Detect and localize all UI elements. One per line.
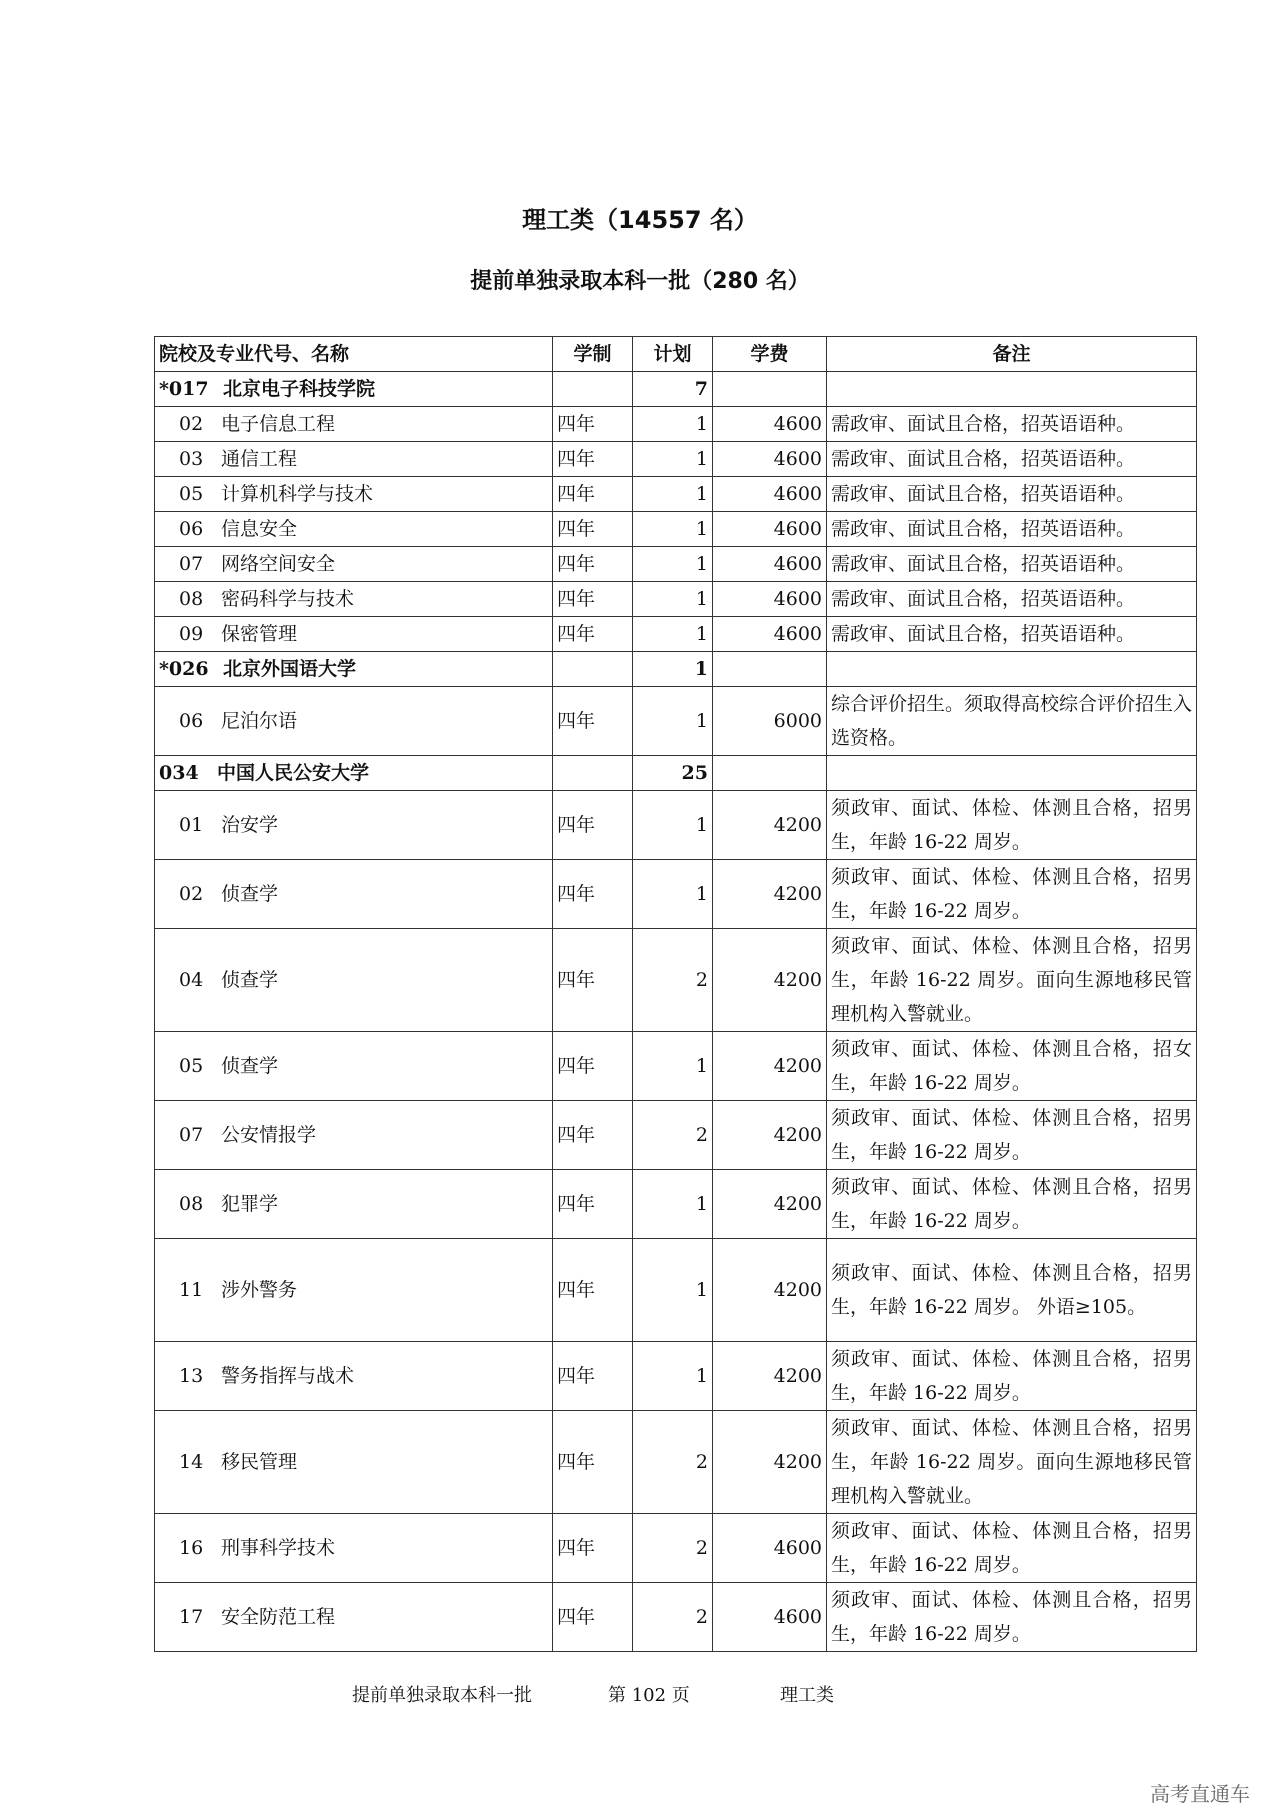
major-row (155, 1514, 1197, 1583)
school-cell (155, 372, 553, 407)
plan-cell: 2 (633, 1583, 713, 1652)
major-code: 09 (179, 623, 204, 645)
admission-table (154, 336, 1197, 1652)
note-cell: 须政审、面试、体检、体测且合格，招男生，年龄 16-22 周岁。 (827, 860, 1197, 929)
major-row (155, 687, 1197, 756)
plan-cell: 1 (633, 512, 713, 547)
duration-cell: 四年 (553, 512, 633, 547)
plan-cell: 1 (633, 687, 713, 756)
major-row (155, 1032, 1197, 1101)
major-cell (155, 1032, 553, 1101)
fee-cell: 4200 (713, 929, 827, 1032)
fee-cell: 4200 (713, 1032, 827, 1101)
major-code: 07 (179, 553, 204, 575)
footer-page-number: 第 102 页 (608, 1685, 690, 1706)
major-name: 侦查学 (221, 1055, 279, 1077)
note-cell: 需政审、面试且合格，招英语语种。 (827, 582, 1197, 617)
school-cell (155, 652, 553, 687)
major-row (155, 1101, 1197, 1170)
plan-cell: 1 (633, 407, 713, 442)
major-name: 犯罪学 (221, 1193, 279, 1215)
duration-cell (553, 372, 633, 407)
school-cell (155, 756, 553, 791)
note-cell: 须政审、面试、体检、体测且合格，招男生，年龄 16-22 周岁。面向生源地移民管理机构入警就业。 (827, 929, 1197, 1032)
major-cell (155, 547, 553, 582)
school-row (155, 372, 1197, 407)
major-code: 05 (179, 1055, 204, 1077)
duration-cell (553, 652, 633, 687)
major-row (155, 860, 1197, 929)
plan-cell: 7 (633, 372, 713, 407)
major-row (155, 1170, 1197, 1239)
major-name: 移民管理 (221, 1451, 298, 1473)
duration-cell: 四年 (553, 407, 633, 442)
major-row (155, 617, 1197, 652)
major-name: 治安学 (221, 814, 279, 836)
major-row (155, 547, 1197, 582)
plan-cell: 2 (633, 1514, 713, 1583)
page-title: 理工类（14557 名） (522, 206, 758, 234)
duration-cell: 四年 (553, 860, 633, 929)
fee-cell (713, 756, 827, 791)
duration-cell: 四年 (553, 1411, 633, 1514)
major-row (155, 512, 1197, 547)
school-row (155, 756, 1197, 791)
duration-cell: 四年 (553, 1101, 633, 1170)
fee-cell (713, 652, 827, 687)
plan-cell: 1 (633, 1032, 713, 1101)
major-cell (155, 1514, 553, 1583)
major-code: 02 (179, 413, 204, 435)
school-name: 北京外国语大学 (223, 658, 357, 680)
note-cell: 须政审、面试、体检、体测且合格，招女生，年龄 16-22 周岁。 (827, 1032, 1197, 1101)
major-code: 08 (179, 588, 204, 610)
major-row (155, 442, 1197, 477)
duration-cell: 四年 (553, 582, 633, 617)
major-row (155, 407, 1197, 442)
fee-cell: 4200 (713, 1342, 827, 1411)
fee-cell: 4600 (713, 407, 827, 442)
major-code: 03 (179, 448, 204, 470)
duration-cell: 四年 (553, 547, 633, 582)
duration-cell: 四年 (553, 687, 633, 756)
major-row (155, 1342, 1197, 1411)
major-cell (155, 1239, 553, 1342)
note-cell (827, 652, 1197, 687)
major-name: 电子信息工程 (221, 413, 336, 435)
duration-cell: 四年 (553, 791, 633, 860)
note-cell: 须政审、面试、体检、体测且合格，招男生，年龄 16-22 周岁。 (827, 1170, 1197, 1239)
fee-cell: 4200 (713, 1411, 827, 1514)
major-cell (155, 687, 553, 756)
fee-cell: 4200 (713, 1101, 827, 1170)
header-note: 备注 (827, 337, 1197, 372)
school-code: 034 (159, 762, 199, 784)
fee-cell: 4600 (713, 1514, 827, 1583)
duration-cell (553, 756, 633, 791)
note-cell: 需政审、面试且合格，招英语语种。 (827, 547, 1197, 582)
major-name: 公安情报学 (221, 1124, 317, 1146)
school-row (155, 652, 1197, 687)
major-row (155, 582, 1197, 617)
fee-cell: 4600 (713, 442, 827, 477)
major-name: 计算机科学与技术 (221, 483, 374, 505)
note-cell: 需政审、面试且合格，招英语语种。 (827, 477, 1197, 512)
section-title: 提前单独录取本科一批（280 名） (470, 269, 810, 294)
note-cell: 需政审、面试且合格，招英语语种。 (827, 512, 1197, 547)
plan-cell: 1 (633, 617, 713, 652)
major-name: 密码科学与技术 (221, 588, 355, 610)
major-cell (155, 477, 553, 512)
major-name: 涉外警务 (221, 1279, 298, 1301)
plan-cell: 1 (633, 477, 713, 512)
major-code: 06 (179, 710, 204, 732)
note-cell (827, 372, 1197, 407)
fee-cell: 4600 (713, 582, 827, 617)
plan-cell: 25 (633, 756, 713, 791)
plan-cell: 1 (633, 582, 713, 617)
major-cell (155, 442, 553, 477)
header-duration: 学制 (553, 337, 633, 372)
fee-cell: 4200 (713, 860, 827, 929)
major-code: 16 (179, 1537, 204, 1559)
fee-cell: 4600 (713, 477, 827, 512)
major-row (155, 1239, 1197, 1342)
plan-cell: 2 (633, 1101, 713, 1170)
duration-cell: 四年 (553, 1514, 633, 1583)
major-name: 安全防范工程 (221, 1606, 336, 1628)
fee-cell: 6000 (713, 687, 827, 756)
major-cell (155, 1583, 553, 1652)
fee-cell: 4200 (713, 1170, 827, 1239)
table-header-row (155, 337, 1197, 372)
major-cell (155, 582, 553, 617)
note-cell: 需政审、面试且合格，招英语语种。 (827, 617, 1197, 652)
major-cell (155, 1170, 553, 1239)
footer-category: 理工类 (780, 1685, 834, 1706)
major-name: 尼泊尔语 (221, 710, 298, 732)
major-code: 08 (179, 1193, 204, 1215)
duration-cell: 四年 (553, 1032, 633, 1101)
plan-cell: 2 (633, 929, 713, 1032)
plan-cell: 1 (633, 547, 713, 582)
duration-cell: 四年 (553, 1170, 633, 1239)
major-code: 06 (179, 518, 204, 540)
major-cell (155, 929, 553, 1032)
note-cell: 须政审、面试、体检、体测且合格，招男生，年龄 16-22 周岁。 (827, 1101, 1197, 1170)
major-row (155, 1583, 1197, 1652)
major-name: 网络空间安全 (221, 553, 336, 575)
duration-cell: 四年 (553, 1239, 633, 1342)
school-code: *026 (159, 658, 209, 680)
major-name: 通信工程 (221, 448, 298, 470)
plan-cell: 1 (633, 442, 713, 477)
fee-cell: 4600 (713, 547, 827, 582)
plan-cell: 1 (633, 860, 713, 929)
watermark: 高考直通车 (1150, 1782, 1250, 1806)
note-cell: 须政审、面试、体检、体测且合格，招男生，年龄 16-22 周岁。 (827, 791, 1197, 860)
duration-cell: 四年 (553, 1342, 633, 1411)
note-cell: 需政审、面试且合格，招英语语种。 (827, 407, 1197, 442)
major-cell (155, 860, 553, 929)
major-name: 侦查学 (221, 969, 279, 991)
major-code: 17 (179, 1606, 204, 1628)
major-name: 信息安全 (221, 518, 298, 540)
duration-cell: 四年 (553, 477, 633, 512)
major-code: 02 (179, 883, 204, 905)
major-row (155, 477, 1197, 512)
major-row (155, 1411, 1197, 1514)
major-name: 保密管理 (221, 623, 298, 645)
header-fee: 学费 (713, 337, 827, 372)
major-cell (155, 407, 553, 442)
footer-section: 提前单独录取本科一批 (352, 1685, 532, 1706)
plan-cell: 1 (633, 791, 713, 860)
major-row (155, 791, 1197, 860)
plan-cell: 2 (633, 1411, 713, 1514)
major-code: 07 (179, 1124, 204, 1146)
school-code: *017 (159, 378, 209, 400)
note-cell: 须政审、面试、体检、体测且合格，招男生，年龄 16-22 周岁。 (827, 1342, 1197, 1411)
major-name: 警务指挥与战术 (221, 1365, 355, 1387)
major-code: 01 (179, 814, 204, 836)
duration-cell: 四年 (553, 1583, 633, 1652)
plan-cell: 1 (633, 1170, 713, 1239)
duration-cell: 四年 (553, 442, 633, 477)
major-cell (155, 1342, 553, 1411)
school-name: 中国人民公安大学 (217, 762, 370, 784)
note-cell: 须政审、面试、体检、体测且合格，招男生，年龄 16-22 周岁。 (827, 1514, 1197, 1583)
major-code: 14 (179, 1451, 204, 1473)
duration-cell: 四年 (553, 929, 633, 1032)
major-row (155, 929, 1197, 1032)
major-cell (155, 1411, 553, 1514)
major-cell (155, 791, 553, 860)
major-code: 04 (179, 969, 204, 991)
duration-cell: 四年 (553, 617, 633, 652)
header-name: 院校及专业代号、名称 (155, 337, 553, 372)
header-plan: 计划 (633, 337, 713, 372)
plan-cell: 1 (633, 1239, 713, 1342)
major-name: 刑事科学技术 (221, 1537, 336, 1559)
major-cell (155, 617, 553, 652)
school-name: 北京电子科技学院 (223, 378, 376, 400)
fee-cell: 4600 (713, 512, 827, 547)
fee-cell: 4600 (713, 1583, 827, 1652)
plan-cell: 1 (633, 652, 713, 687)
major-name: 侦查学 (221, 883, 279, 905)
major-code: 05 (179, 483, 204, 505)
note-cell (827, 756, 1197, 791)
major-code: 11 (179, 1279, 204, 1301)
major-cell (155, 1101, 553, 1170)
note-cell: 需政审、面试且合格，招英语语种。 (827, 442, 1197, 477)
fee-cell (713, 372, 827, 407)
fee-cell: 4200 (713, 1239, 827, 1342)
fee-cell: 4600 (713, 617, 827, 652)
note-cell: 综合评价招生。须取得高校综合评价招生入选资格。 (827, 687, 1197, 756)
fee-cell: 4200 (713, 791, 827, 860)
major-code: 13 (179, 1365, 204, 1387)
note-cell: 须政审、面试、体检、体测且合格，招男生，年龄 16-22 周岁。面向生源地移民管理机构入警就业。 (827, 1411, 1197, 1514)
major-cell (155, 512, 553, 547)
plan-cell: 1 (633, 1342, 713, 1411)
note-cell: 须政审、面试、体检、体测且合格，招男生，年龄 16-22 周岁。 (827, 1583, 1197, 1652)
note-cell: 须政审、面试、体检、体测且合格，招男生，年龄 16-22 周岁。 外语≥105。 (827, 1239, 1197, 1342)
